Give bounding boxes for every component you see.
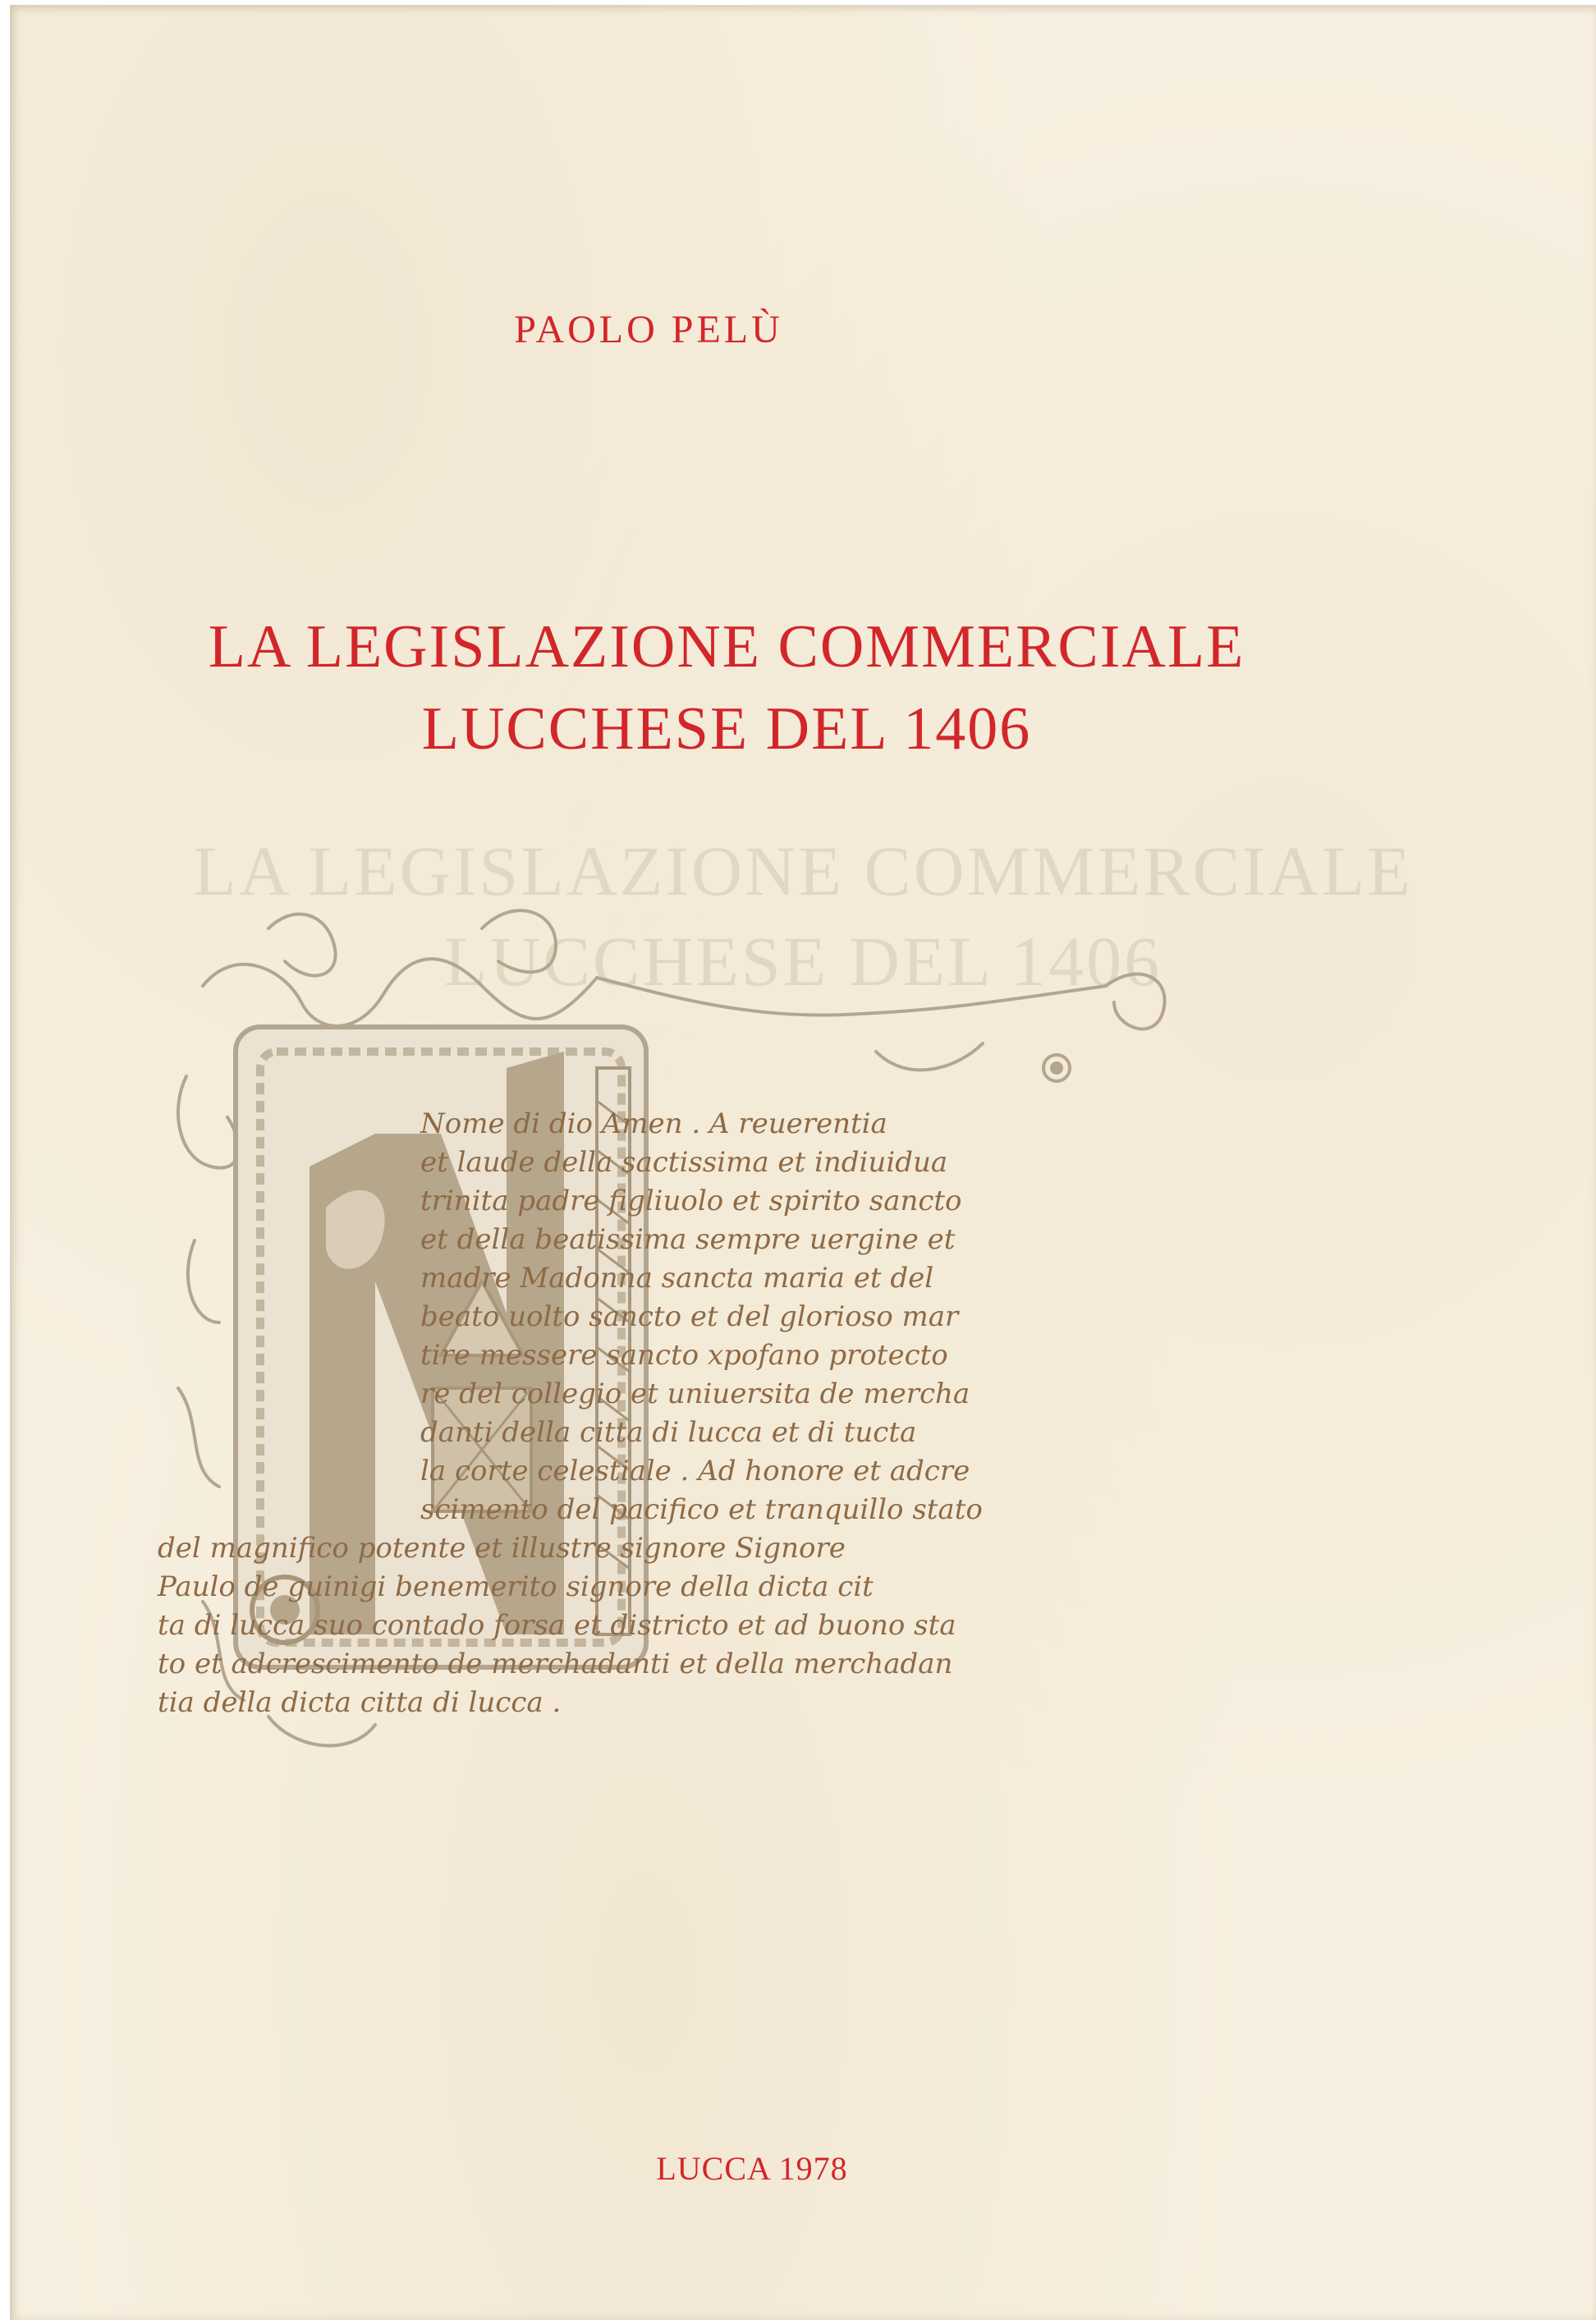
place-and-year: LUCCA 1978: [656, 2150, 848, 2187]
show-through-title-line-1: LA LEGISLAZIONE COMMERCIALE: [193, 832, 1413, 910]
title-line-1: LA LEGISLAZIONE COMMERCIALE: [208, 613, 1245, 681]
author-name: PAOLO PELÙ: [514, 308, 783, 351]
manuscript-line: madre Madonna sancta maria et del: [420, 1262, 934, 1295]
manuscript-line: ta di lucca suo contado forsa et districto et ad buono sta: [158, 1609, 956, 1642]
manuscript-line: trinita padre figliuolo et spirito sancto: [420, 1185, 962, 1217]
manuscript-line: del magnifico potente et illustre signore Signore: [158, 1532, 846, 1565]
show-through-title-line-2: LUCCHESE DEL 1406: [443, 922, 1163, 1001]
manuscript-line: to et adcrescimento de merchadanti et della merchadan: [158, 1648, 953, 1680]
manuscript-line: et della beatissima sempre uergine et: [420, 1223, 956, 1256]
manuscript-line: scimento del pacifico et tranquillo stato: [420, 1493, 983, 1526]
manuscript-line: et laude della sactissima et indiuidua: [420, 1146, 948, 1179]
manuscript-line: danti della citta di lucca et di tucta: [420, 1416, 917, 1449]
manuscript-line: Paulo de guinigi benemerito signore della dicta cit: [158, 1570, 874, 1603]
manuscript-line: la corte celestiale . Ad honore et adcre: [420, 1455, 970, 1487]
manuscript-line: Nome di dio Amen . A reuerentia: [420, 1107, 887, 1140]
manuscript-line: beato uolto sancto et del glorioso mar: [420, 1300, 959, 1333]
manuscript-line: re del collegio et uniuersita de mercha: [420, 1377, 970, 1410]
book-cover: [10, 5, 1596, 2320]
title-line-2: LUCCHESE DEL 1406: [421, 695, 1032, 763]
manuscript-line: tia della dicta citta di lucca .: [158, 1686, 562, 1719]
manuscript-text: [158, 1105, 1282, 1722]
manuscript-line: tire messere sancto xpofano protecto: [420, 1339, 948, 1372]
